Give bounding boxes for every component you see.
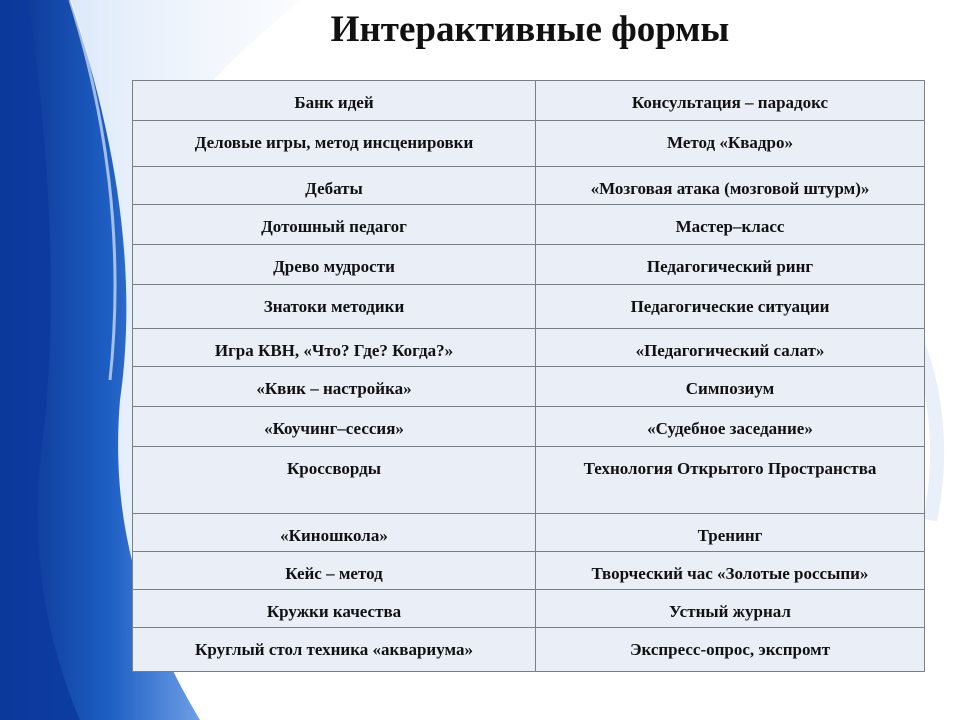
table-cell-right: Симпозиум — [536, 367, 925, 407]
table-cell-left: Банк идей — [133, 81, 536, 121]
table-row — [133, 245, 925, 285]
table-cell-right: Устный журнал — [536, 590, 925, 628]
table-row — [133, 329, 925, 367]
table-cell-right: Тренинг — [536, 514, 925, 552]
table-cell-right: Педагогические ситуации — [536, 285, 925, 329]
table-cell-left: Деловые игры, метод инсценировки — [133, 121, 536, 167]
table-row — [133, 205, 925, 245]
table-cell-right: Педагогический ринг — [536, 245, 925, 285]
table-cell-left: Кроссворды — [133, 447, 536, 514]
table-cell-left: Знатоки методики — [133, 285, 536, 329]
table-cell-right: «Педагогический салат» — [536, 329, 925, 367]
table-cell-right: Технология Открытого Пространства — [536, 447, 925, 514]
table-row — [133, 81, 925, 121]
table-row — [133, 447, 925, 514]
table-cell-left: Кружки качества — [133, 590, 536, 628]
table-row — [133, 367, 925, 407]
table-cell-left: Игра КВН, «Что? Где? Когда?» — [133, 329, 536, 367]
table-cell-right: Творческий час «Золотые россыпи» — [536, 552, 925, 590]
table-cell-left: Круглый стол техника «аквариума» — [133, 628, 536, 672]
table-cell-right: Мастер–класс — [536, 205, 925, 245]
table-row — [133, 514, 925, 552]
table-cell-left: «Киношкола» — [133, 514, 536, 552]
table-row — [133, 121, 925, 167]
table-cell-left: «Квик – настройка» — [133, 367, 536, 407]
table-row — [133, 552, 925, 590]
table-row — [133, 407, 925, 447]
table-cell-right: «Мозговая атака (мозговой штурм)» — [536, 167, 925, 205]
table-row — [133, 628, 925, 672]
table-cell-right: «Судебное заседание» — [536, 407, 925, 447]
table-cell-left: «Коучинг–сессия» — [133, 407, 536, 447]
table-cell-left: Кейс – метод — [133, 552, 536, 590]
table-row — [133, 285, 925, 329]
table-row — [133, 167, 925, 205]
table-cell-right: Метод «Квадро» — [536, 121, 925, 167]
table-cell-right: Экспресс-опрос, экспромт — [536, 628, 925, 672]
table-cell-left: Дотошный педагог — [133, 205, 536, 245]
page-title: Интерактивные формы — [330, 9, 730, 50]
table-cell-right: Консультация – парадокс — [536, 81, 925, 121]
forms-table — [132, 80, 925, 672]
table-row — [133, 590, 925, 628]
table-cell-left: Древо мудрости — [133, 245, 536, 285]
table-cell-left: Дебаты — [133, 167, 536, 205]
